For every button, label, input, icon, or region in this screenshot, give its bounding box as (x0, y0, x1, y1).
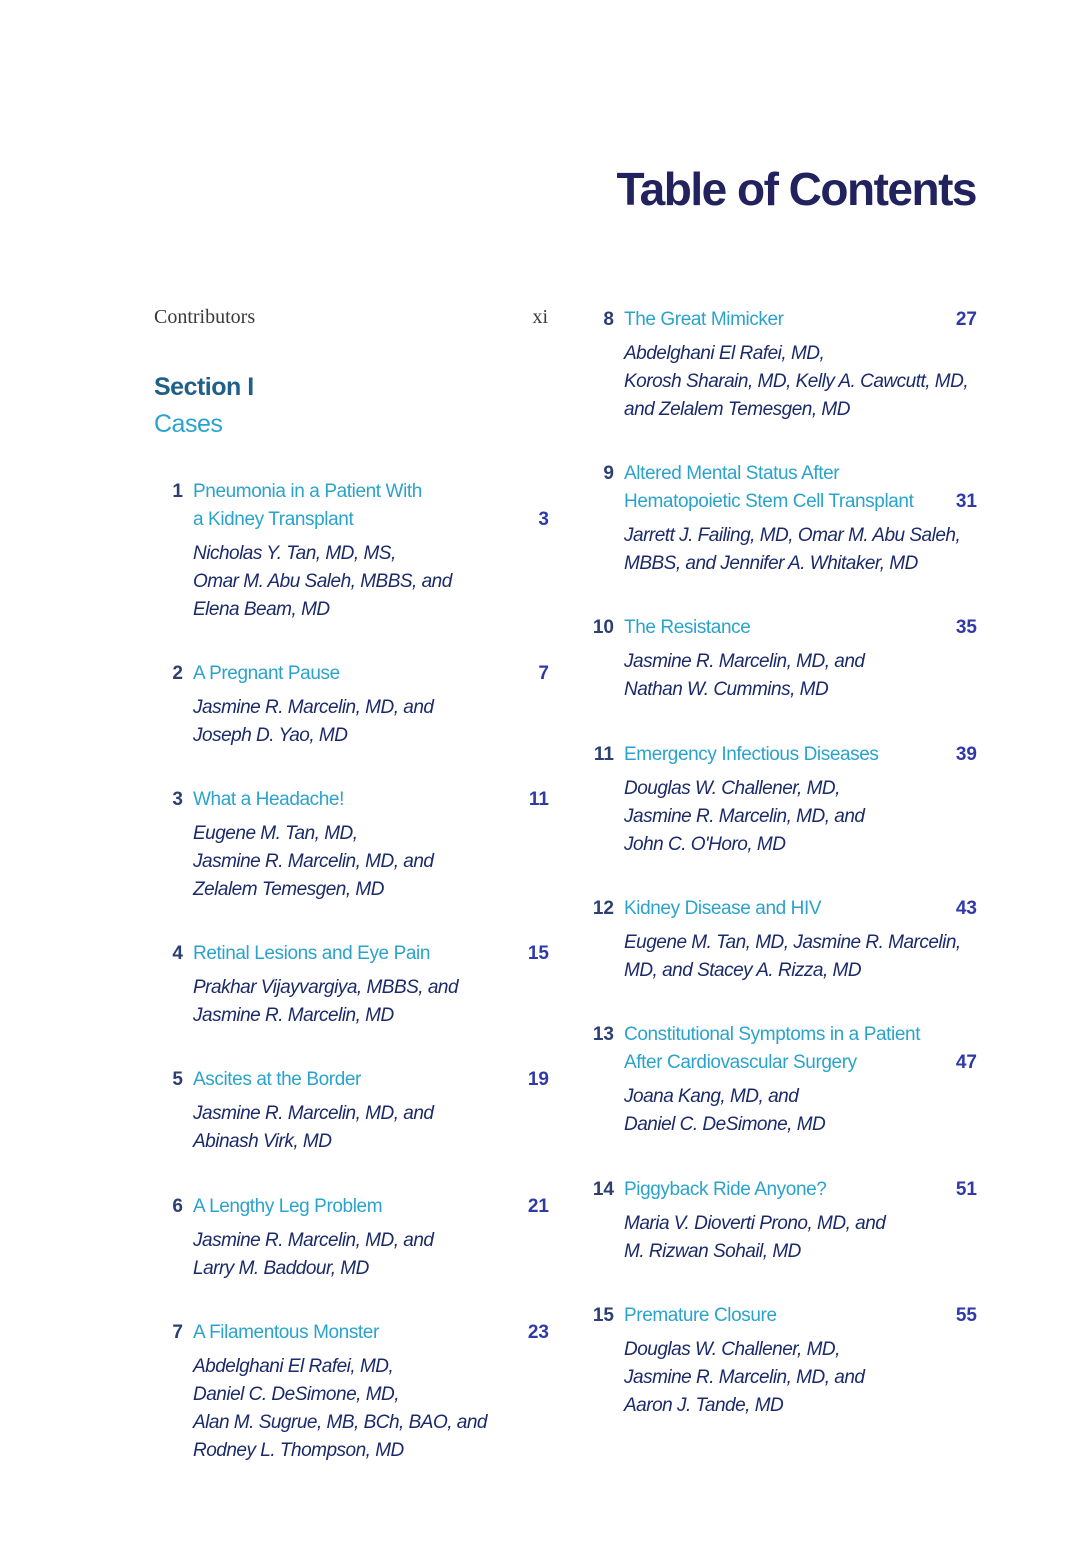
entry-authors: Jasmine R. Marcelin, MD, and Larry M. Baddour, MD (193, 1230, 434, 1279)
entry-authors: Joana Kang, MD, and Daniel C. DeSimone, MD (624, 1086, 826, 1135)
entry-title[interactable]: What a Headache! (193, 789, 344, 810)
entry-authors: Abdelghani El Rafei, MD, Korosh Sharain, MD, Kelly A. Cawcutt, MD, and Zelalem Temesgen, MD (624, 343, 969, 420)
entry-title[interactable]: A Pregnant Pause (193, 663, 340, 684)
entry-number: 10 (592, 617, 614, 638)
entry-page-number: 55 (955, 1305, 977, 1326)
entry-title[interactable]: Piggyback Ride Anyone? (624, 1179, 827, 1200)
entry-title[interactable]: The Resistance (624, 617, 751, 638)
entry-number: 15 (592, 1305, 614, 1326)
entry-authors: Eugene M. Tan, MD, Jasmine R. Marcelin, MD, and Stacey A. Rizza, MD (624, 932, 961, 981)
entry-title[interactable]: Kidney Disease and HIV (624, 898, 822, 919)
entry-page-number: 19 (527, 1069, 549, 1090)
entry-number: 2 (172, 663, 183, 684)
entry-number: 7 (172, 1322, 183, 1343)
entry-title[interactable]: A Filamentous Monster (193, 1322, 379, 1343)
entry-title[interactable]: A Lengthy Leg Problem (193, 1196, 383, 1217)
entry-authors: Jasmine R. Marcelin, MD, and Joseph D. Yao, MD (193, 697, 434, 746)
entry-title[interactable]: Ascites at the Border (193, 1069, 361, 1090)
entry-authors: Abdelghani El Rafei, MD, Daniel C. DeSimone, MD, Alan M. Sugrue, MB, BCh, BAO, and Rodney L. Thompson, MD (193, 1356, 487, 1461)
contributors-entry[interactable] (154, 306, 548, 329)
entry-number: 12 (592, 898, 614, 919)
entry-page-number: 47 (955, 1052, 977, 1073)
entry-page-number: 51 (955, 1179, 977, 1200)
contributors-page-number: xi (532, 306, 548, 328)
entry-authors: Eugene M. Tan, MD, Jasmine R. Marcelin, MD, and Zelalem Temesgen, MD (193, 823, 434, 900)
entry-authors: Nicholas Y. Tan, MD, MS, Omar M. Abu Saleh, MBBS, and Elena Beam, MD (193, 543, 452, 620)
entry-title[interactable]: Premature Closure (624, 1305, 777, 1326)
contributors-label: Contributors (154, 306, 256, 328)
entry-number: 1 (172, 481, 183, 502)
entry-page-number: 7 (538, 663, 549, 684)
section-name: Cases (154, 410, 223, 438)
entry-authors: Prakhar Vijayvargiya, MBBS, and Jasmine R. Marcelin, MD (193, 977, 459, 1026)
entry-title[interactable]: Constitutional Symptoms in a Patient After Cardiovascular Surgery (624, 1024, 921, 1073)
entry-page-number: 35 (955, 617, 977, 638)
entry-number: 4 (172, 943, 183, 964)
entry-authors: Douglas W. Challener, MD, Jasmine R. Marcelin, MD, and John C. O'Horo, MD (624, 778, 865, 855)
entry-page-number: 39 (955, 744, 977, 765)
entry-page-number: 21 (527, 1196, 549, 1217)
entry-title[interactable]: Retinal Lesions and Eye Pain (193, 943, 431, 964)
entry-page-number: 27 (955, 309, 977, 330)
entry-page-number: 11 (528, 789, 549, 810)
entry-page-number: 23 (527, 1322, 549, 1343)
entry-number: 3 (172, 789, 183, 810)
entry-title[interactable]: Altered Mental Status After Hematopoietic Stem Cell Transplant (624, 463, 914, 512)
entry-number: 5 (172, 1069, 183, 1090)
entry-number: 6 (172, 1196, 183, 1217)
entry-page-number: 15 (527, 943, 549, 964)
entry-number: 11 (593, 744, 614, 765)
entry-page-number: 43 (955, 898, 977, 919)
entry-number: 14 (592, 1179, 614, 1200)
entry-authors: Douglas W. Challener, MD, Jasmine R. Marcelin, MD, and Aaron J. Tande, MD (624, 1339, 865, 1416)
entry-page-number: 31 (955, 491, 977, 512)
entry-title[interactable]: Emergency Infectious Diseases (624, 744, 879, 765)
entry-number: 8 (603, 309, 614, 330)
entry-title[interactable]: The Great Mimicker (624, 309, 784, 330)
section-heading (154, 370, 254, 444)
page-title: Table of Contents (616, 163, 976, 215)
entry-number: 9 (603, 463, 614, 484)
entry-page-number: 3 (538, 509, 549, 530)
section-label: Section I (154, 373, 254, 401)
entry-number: 13 (592, 1024, 614, 1045)
entry-authors: Jasmine R. Marcelin, MD, and Nathan W. Cummins, MD (624, 651, 865, 700)
entry-authors: Jasmine R. Marcelin, MD, and Abinash Virk, MD (193, 1103, 434, 1152)
entry-authors: Jarrett J. Failing, MD, Omar M. Abu Saleh, MBBS, and Jennifer A. Whitaker, MD (624, 525, 961, 574)
entry-authors: Maria V. Dioverti Prono, MD, and M. Rizwan Sohail, MD (624, 1213, 886, 1262)
entry-title[interactable]: Pneumonia in a Patient With a Kidney Transplant (193, 481, 422, 530)
